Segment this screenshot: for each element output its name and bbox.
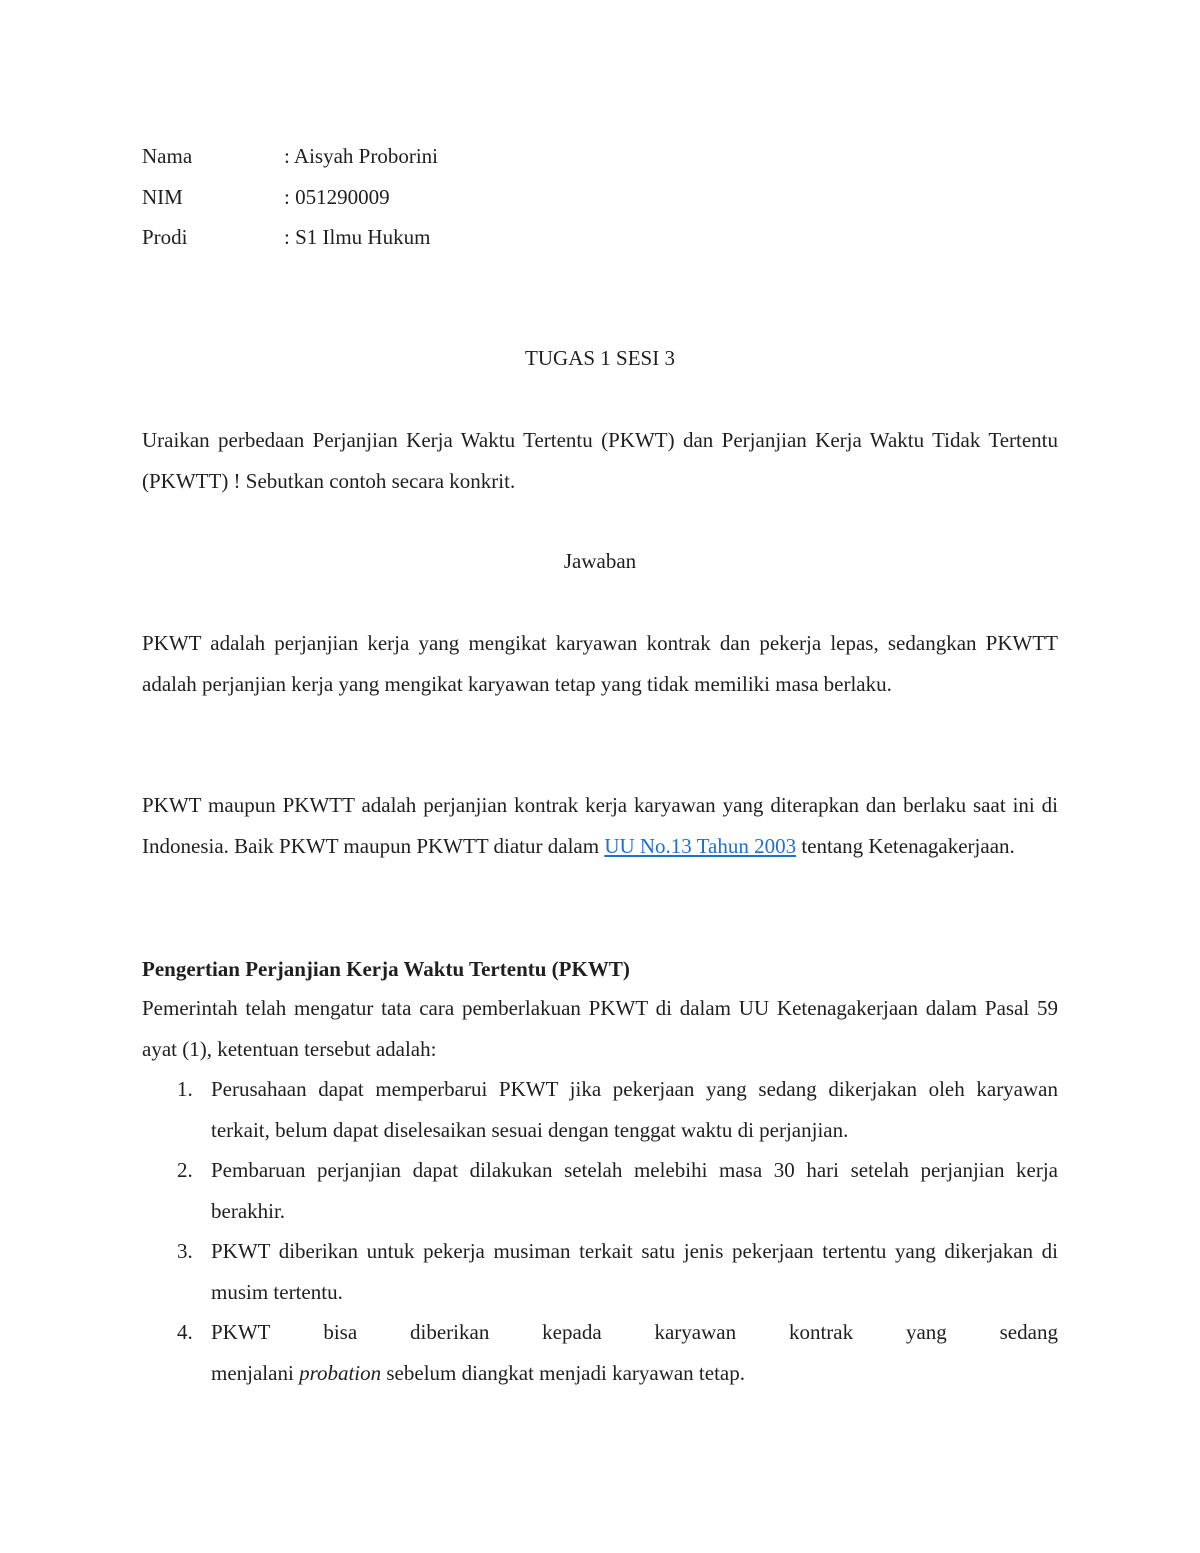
list-number: 3. [177,1239,193,1263]
provision-list [142,1069,1058,1393]
paragraph-2-text: PKWT maupun PKWTT adalah perjanjian kontrak kerja karyawan yang diterapkan dan berlaku saat ini di Indonesia. Baik PKWT maupun PKWTT diatur dalam [142,793,1058,858]
list-item-text: PKWT diberikan untuk pekerja musiman terkait satu jenis pekerjaan tertentu yang dikerjakan di musim tertentu. [211,1239,1058,1304]
question-text: Uraikan perbedaan Perjanjian Kerja Waktu Tertentu (PKWT) dan Perjanjian Kerja Waktu Tidak Tertentu (PKWTT) ! Sebutkan contoh secara konkrit. [142,428,1058,493]
identity-row-name [142,140,438,181]
answer-paragraph-2 [142,785,1058,866]
identity-row-nim [142,181,438,222]
answer-title: Jawaban [563,549,637,573]
list-number: 4. [177,1320,193,1344]
identity-label: Prodi [142,225,188,249]
task-title: TUGAS 1 SESI 3 [525,346,675,370]
list-item-line-2 [211,1353,1058,1394]
list-word: kepada [542,1320,602,1344]
list-number: 1. [177,1077,193,1101]
list-word: sedang [999,1320,1058,1344]
list-item-text: Perusahaan dapat memperbarui PKWT jika pekerjaan yang sedang dikerjakan oleh karyawan terkait, belum dapat diselesaikan sesuai dengan tenggat waktu di perjanjian. [211,1077,1058,1142]
identity-value: : S1 Ilmu Hukum [284,225,431,249]
identity-value: : 051290009 [284,184,390,209]
list-word: kontrak [788,1320,854,1344]
student-identity [142,140,438,262]
list-item [142,1150,1058,1231]
list-number: 2. [177,1158,193,1182]
answer-paragraph-1: PKWT adalah perjanjian kerja yang mengikat karyawan kontrak dan pekerja lepas, sedangkan PKWTT adalah perjanjian kerja yang mengikat karyawan tetap yang tidak memiliki masa berlaku. [142,631,1058,696]
section-heading: Pengertian Perjanjian Kerja Waktu Tertentu (PKWT) [142,957,630,981]
paragraph-2-text-end: tentang Ketenagakerjaan. [796,833,1015,858]
list-item [142,1231,1058,1312]
list-item-text-end: sebelum diangkat menjadi karyawan tetap. [381,1360,745,1385]
identity-value: : Aisyah Proborini [284,144,439,168]
identity-row-prodi [142,221,438,262]
list-item-text: menjalani [211,1360,300,1385]
list-word: bisa [323,1320,358,1344]
list-word: karyawan [654,1320,737,1344]
list-item [142,1312,1058,1393]
list-item-line-1 [211,1312,1058,1353]
identity-label: Nama [142,144,193,168]
law-reference-link[interactable]: UU No.13 Tahun 2003 [604,833,797,858]
list-item [142,1069,1058,1150]
list-word: diberikan [410,1320,490,1344]
italic-term: probation [299,1360,382,1385]
list-item-text: Pembaruan perjanjian dapat dilakukan setelah melebihi masa 30 hari setelah perjanjian kerja berakhir. [211,1158,1058,1223]
section-intro: Pemerintah telah mengatur tata cara pemberlakuan PKWT di dalam UU Ketenagakerjaan dalam Pasal 59 ayat (1), ketentuan tersebut adalah: [142,996,1058,1061]
identity-label: NIM [142,184,183,209]
list-word: yang [905,1320,947,1344]
list-word: PKWT [211,1320,271,1344]
